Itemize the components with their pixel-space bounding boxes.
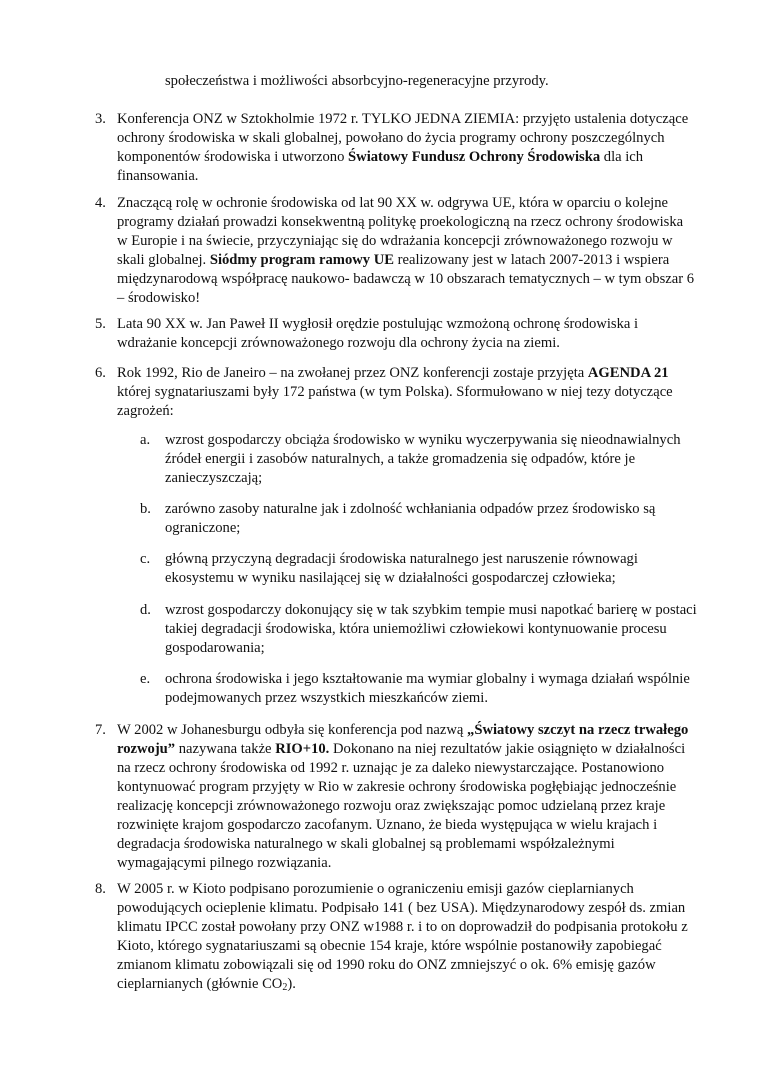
- item-letter: b.: [140, 501, 151, 517]
- intro-continuation: społeczeństwa i możliwości absorbcyjno-regeneracyjne przyrody.: [165, 73, 549, 89]
- item-text: Rok 1992, Rio de Janeiro – na zwołanej przez ONZ konferencji zostaje przyjęta AGENDA 21 której sygnatariuszami były 172 państwa (w tym Polska). Sformułowano w niej tezy dotyczące zagrożeń:: [117, 365, 673, 419]
- item-letter: a.: [140, 432, 151, 448]
- bold-phrase: Światowy Fundusz Ochrony Środowiska: [348, 149, 601, 165]
- subitem-text: wzrost gospodarczy obciąża środowisko w wyniku wyczerpywania się nieodnawialnych źródeł energii i zasobów naturalnych, a także gromadzenia się odpadów, które je zanieczyszczają;: [165, 432, 681, 486]
- item-text: W 2005 r. w Kioto podpisano porozumienie o ograniczeniu emisji gazów cieplarnianych powodujących ocieplenie klimatu. Podpisało 141 ( bez USA). Międzynarodowy zespół ds. zmian klimatu IPCC został powołany przy ONZ w1988 r. i to on doprowadził do podpisania protokołu z Kioto, którego sygnatariuszami są obecnie 154 kraje, które wspólnie postanowiły zapobiegać zmianom klimatu zobowiązali się od 1990 roku do ONZ zmniejszyć o ok. 6% emisję gazów cieplarnianych (głównie CO2).: [117, 881, 688, 993]
- list-item-5: [95, 315, 695, 353]
- subitem-text: wzrost gospodarczy dokonujący się w tak szybkim tempie musi napotkać barierę w postaci takiej degradacji środowiska, która uniemożliwi człowiekowi kontynuowanie procesu gospodarowania;: [165, 602, 697, 656]
- item-text: Znaczącą rolę w ochronie środowiska od lat 90 XX w. odgrywa UE, która w oparciu o kolejne programy działań prowadzi konsekwentną politykę proekologiczną na rzecz ochrony środowiska w Europie i na świecie, przyczyniając się do wdrażania koncepcji zrównoważonego rozwoju w skali globalnej. Siódmy program ramowy UE realizowany jest w latach 2007-2013 i wspiera międzynarodową współpracę naukowo- badawczą w 10 obszarach tematycznych – w tym obszar 6 – środowisko!: [117, 195, 695, 306]
- item-letter: c.: [140, 551, 151, 567]
- item-letter: e.: [140, 671, 151, 687]
- sublist-item-d: [140, 601, 700, 658]
- sublist-item-e: [140, 670, 700, 708]
- item-number: 5.: [95, 316, 106, 332]
- item-number: 4.: [95, 195, 106, 211]
- subitem-text: główną przyczyną degradacji środowiska naturalnego jest naruszenie równowagi ekosystemu w wyniku nasilającej się w działalności gospodarczej człowieka;: [165, 551, 638, 586]
- item-number: 7.: [95, 722, 106, 738]
- item-number: 8.: [95, 881, 106, 897]
- item-number: 6.: [95, 365, 106, 381]
- sublist-item-a: [140, 431, 700, 488]
- item-number: 3.: [95, 111, 106, 127]
- bold-phrase: AGENDA 21: [587, 365, 669, 381]
- item-text: W 2002 w Johanesburgu odbyła się konferencja pod nazwą „Światowy szczyt na rzecz trwałego rozwoju” nazywana także RIO+10. Dokonano na niej rezultatów jakie osiągnięto w działalności na rzecz ochrony środowiska od 1992 r. uznając je za daleko niewystarczające. Postanowiono kontynuować program przyjęty w Rio w zakresie ochrony środowiska pogłębiając jednocześnie realizację koncepcji zrównoważonego rozwoju oraz zwiększając pomoc udzielaną przez kraje rozwinięte krajom gospodarczo zacofanym. Uznano, że bieda występująca w wielu krajach i degradacja środowiska naturalnego w skali globalnej są problemami współzależnymi wymagającymi pilnego rozwiązania.: [117, 722, 689, 871]
- list-item-3: [95, 110, 695, 186]
- bold-phrase: „Światowy szczyt na rzecz trwałego rozwoju”: [117, 722, 689, 757]
- item-text: Konferencja ONZ w Sztokholmie 1972 r. TYLKO JEDNA ZIEMIA: przyjęto ustalenia dotyczące ochrony środowiska w skali globalnej, powołano do życia programy ochrony poszczególnych komponentów środowiska i utworzono Światowy Fundusz Ochrony Środowiska dla ich finansowania.: [117, 111, 689, 184]
- sublist-item-c: [140, 550, 700, 588]
- subitem-text: zarówno zasoby naturalne jak i zdolność wchłaniania odpadów przez środowisko są ograniczone;: [165, 501, 656, 536]
- sublist-item-b: [140, 500, 700, 538]
- list-item-4: [95, 194, 695, 308]
- list-item-8: [95, 880, 695, 997]
- subitem-text: ochrona środowiska i jego kształtowanie ma wymiar globalny i wymaga działań wspólnie podejmowanych przez wszystkich mieszkańców ziemi.: [165, 671, 690, 706]
- item-text: Lata 90 XX w. Jan Paweł II wygłosił orędzie postulując wzmożoną ochronę środowiska i wdrażanie koncepcji zrównoważonego rozwoju dla ochrony życia na ziemi.: [117, 316, 639, 351]
- list-item-6: [95, 364, 695, 421]
- item-letter: d.: [140, 602, 151, 618]
- bold-phrase: RIO+10.: [275, 741, 330, 757]
- bold-phrase: Siódmy program ramowy UE: [209, 252, 395, 268]
- list-item-7: [95, 721, 695, 873]
- subscript-2: 2: [282, 982, 288, 993]
